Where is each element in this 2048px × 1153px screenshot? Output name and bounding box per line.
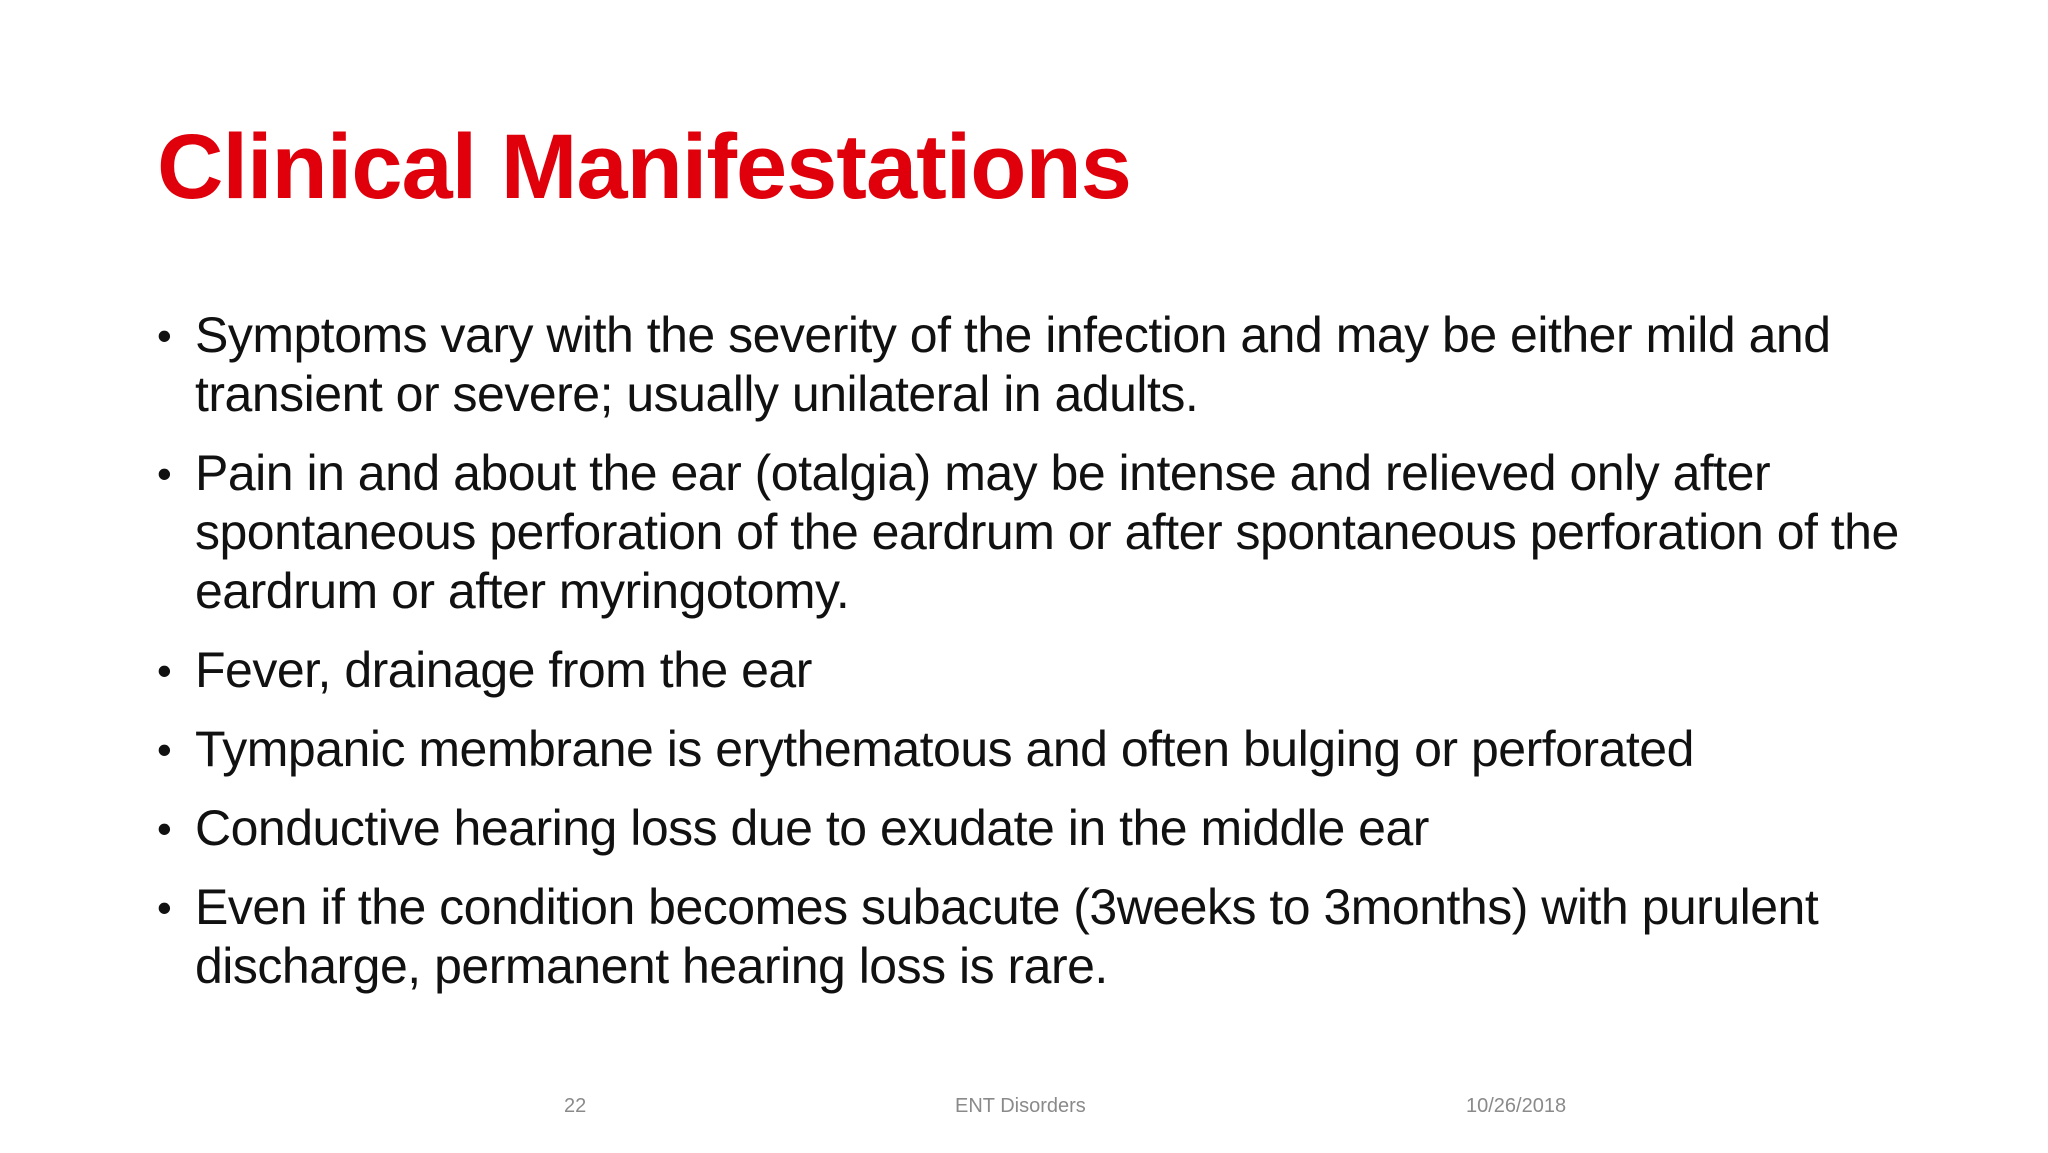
footer-date: 10/26/2018: [1466, 1095, 1567, 1117]
bullet-item: • Tympanic membrane is erythematous and often bulging or perforated: [157, 720, 1917, 779]
footer-text: ENT Disorders: [955, 1095, 1086, 1117]
bullet-item: • Even if the condition becomes subacute (3weeks to 3months) with purulent discharge, permanent hearing loss is rare.: [157, 878, 1917, 996]
bullet-item: • Fever, drainage from the ear: [157, 641, 1917, 700]
bullet-item: • Conductive hearing loss due to exudate in the middle ear: [157, 799, 1917, 858]
slide-number: 22: [564, 1095, 587, 1117]
bullet-list: [157, 306, 1917, 1016]
bullet-item: • Symptoms vary with the severity of the infection and may be either mild and transient or severe; usually unilateral in adults.: [157, 306, 1917, 424]
slide-title: Clinical Manifestations: [157, 116, 1131, 218]
bullet-item: • Pain in and about the ear (otalgia) may be intense and relieved only after spontaneous perforation of the eardrum or after spontaneous perforation of the eardrum or after myringotomy.: [157, 444, 1917, 621]
